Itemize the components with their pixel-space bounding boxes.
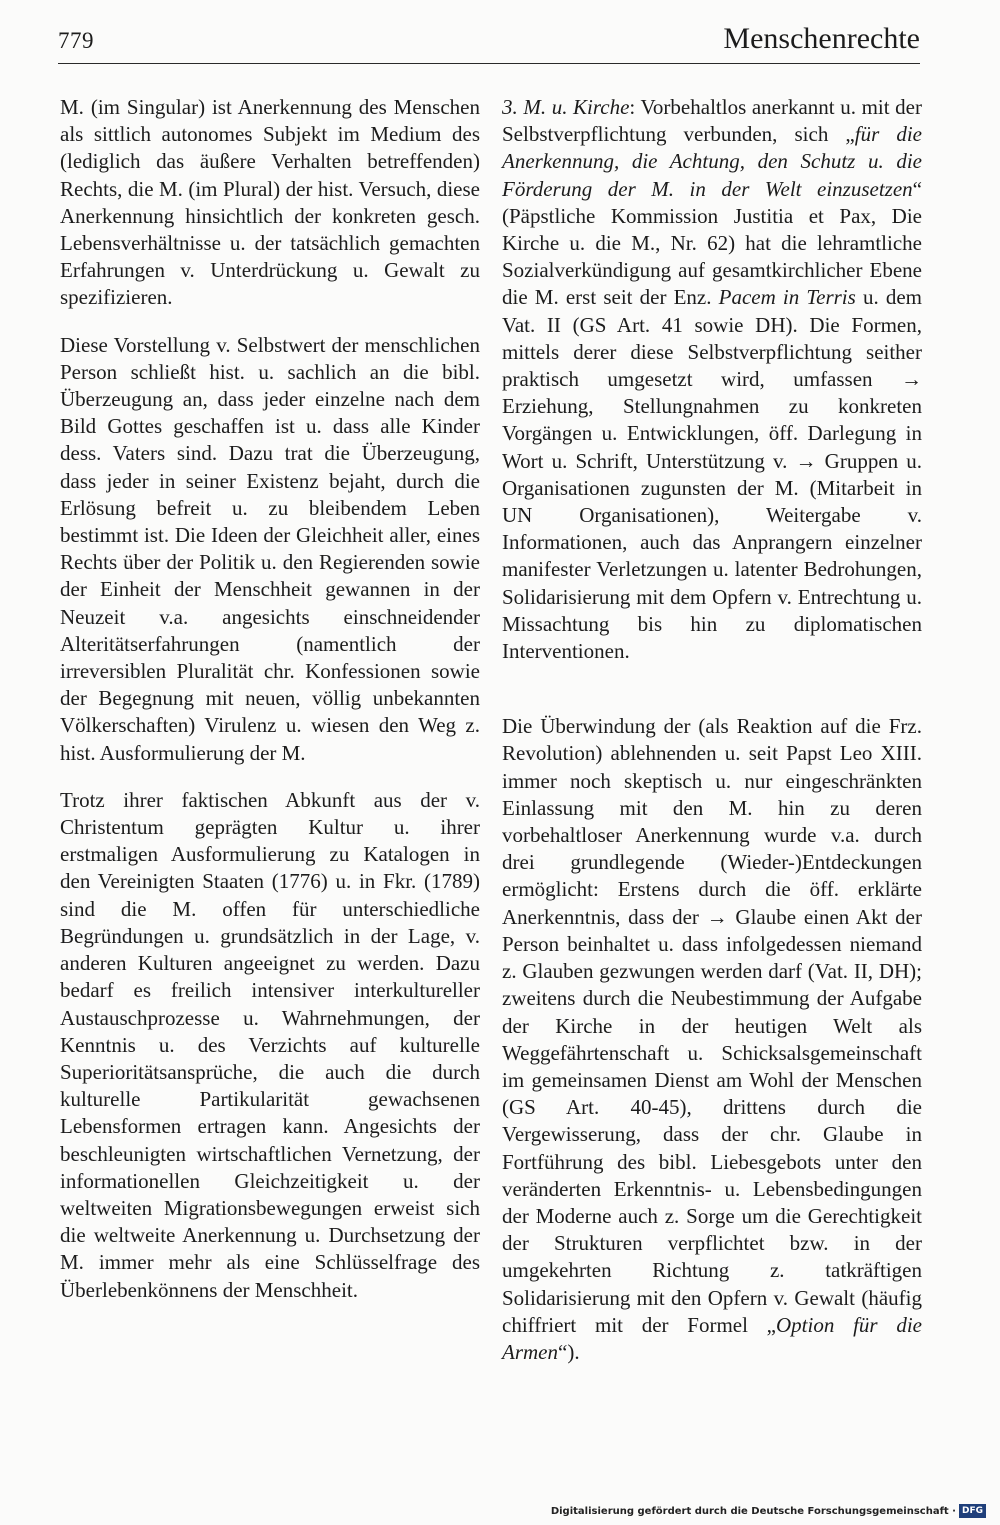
formula-quote: Option für die Armen [502,1312,922,1364]
page-number: 779 [58,28,94,53]
paragraph-church [502,94,922,665]
paragraph-biblical-origins: Diese Vorstellung v. Selbstwert der menschlichen Person schließt hist. u. sachlich an die bibl. Überzeugung an, dass jeder einzelne nach dem Bild Gottes geschaffen ist u. dass alle Kinder dess. Vaters sind. Dazu trat die Überzeugung, dass jeder in seiner Existenz bejaht, durch die Erlösung befreit u. zu bleibendem Leben bestimmt ist. Die Ideen der Gleichheit aller, eines Rechts über der Politik u. den Regierenden sowie der Einheit der Menschheit gewannen in der Neuzeit v.a. angesichts einschneidender Alteritätserfahrungen (namentlich der irreversiblen Pluralität chr. Konfessionen sowie der Begegnung mit neuen, völlig unbekannten Völkerschaften) Virulenz u. wiesen den Weg z. hist. Ausformulierung der M. [60,332,480,765]
dfg-logo-icon: DFG [959,1504,986,1518]
header-rule [58,63,920,64]
paragraph-rediscoveries [502,713,922,1366]
text-run: Die Überwindung der (als Reaktion auf die Frz. Revolution) ablehnenden u. seit Papst Leo XIII. immer noch skeptisch u. nur eingeschränkten Einlassung mit den M. hin zu deren vorbehaltloser Anerkennung wurde v.a. durch drei grundlegende (Wieder-)Entdeckungen ermöglicht: Erstens durch die öff. erklärte Anerkenntnis, dass der → Glaube einen Akt der Person beinhaltet u. dass infolgedessen niemand z. Glauben gezwungen werden darf (Vat. II, DH); zweitens durch die Neubestimmung der Aufgabe der Kirche in der heutigen Welt als Weggefährtenschaft u. Schicksalsgemeinschaft im gemeinsamen Dienst am Wohl der Menschen (GS Art. 40-45), drittens durch die Vergewisserung, dass der chr. Glaube in Fortführung des bibl. Liebesgebots unter den veränderten Erkenntnis- u. Lebensbedingungen der Moderne auch z. Sorge um die Gerechtigkeit der Strukturen verpflichtet bzw. in der umgekehrten Richtung z. tatkräftigen Solidarisierung mit den Opfern v. Gewalt (häufig chiffriert mit der Formel „ [502,714,922,1337]
text-run: : Vorbehaltlos anerkannt u. mit der Selbstverpflichtung verbunden, sich „ [502,95,922,147]
text-run: “). [558,1339,580,1364]
running-title: Menschenrechte [723,22,920,55]
left-column [60,94,480,1304]
section-heading: 3. M. u. Kirche [502,95,630,119]
text-run: u. dem Vat. II (GS Art. 41 sowie DH). Die Formen, mittels derer diese Selbstverpflichtung seither praktisch umgesetzt wird, umfassen → Erziehung, Stellungnahmen zu konkreten Vorgängen u. Entwicklungen, öff. Darlegung in Wort u. Schrift, Unterstützung v. → Gruppen u. Organisationen zugunsten der M. (Mitarbeit in UN Organisationen), Weitergabe v. Informationen, auch das Anprangern einzelner manifester Verletzungen u. latenter Bedrohungen, Solidarisierung mit dem Opfern v. Entrechtung u. Missachtung bis hin zu diplomatischen Interventionen. [502,285,922,664]
text-run: “ (Päpstliche Kommission Justitia et Pax, Die Kirche u. die M., Nr. 62) hat die lehramtliche Sozialverkündigung auf gesamtkirchlicher Ebene die M. erst seit der Enz. [502,176,922,310]
encyclical-title: Pacem in Terris [718,285,856,310]
paragraph-intercultural: Trotz ihrer faktischen Abkunft aus der v. Christentum geprägten Kultur u. ihrer erstmaligen Ausformulierung zu Katalogen in den Vereinigten Staaten (1776) u. in Fkr. (1789) sind die M. offen für unterschiedliche Begründungen u. grundsätzlich in der Lage, v. anderen Kulturen angeeignet zu werden. Dazu bedarf es freilich intensiver interkultureller Austauschprozesse u. Wahrnehmungen, der Kenntnis u. des Verzichts auf kulturelle Superioritätsansprüche, die auch die durch kulturelle Partikularität gewachsenen Lebensformen ertragen kann. Angesichts der beschleunigten wirtschaftlichen Vernetzung, der informationellen Gleichzeitigkeit u. der weltweiten Migrationsbewegungen erweist sich die weltweite Anerkennung u. Durchsetzung der M. immer mehr als eine Schlüsselfrage des Überlebenkönnens der Menschheit. [60,787,480,1302]
right-column [502,94,922,1366]
digitization-footer [551,1503,986,1519]
quotation: für die Anerkennung, die Achtung, den Schutz u. die Förderung der M. in der Welt einzusetzen [502,122,922,201]
footer-text: Digitalisierung gefördert durch die Deutsche Forschungsgemeinschaft · [550,1505,956,1517]
paragraph-definition: M. (im Singular) ist Anerkennung des Menschen als sittlich autonomes Subjekt im Medium des (lediglich das äußere Verhalten betreffenden) Rechts, die M. (im Plural) der hist. Versuch, diese Anerkennung hinsichtlich der konkreten gesch. Lebensverhältnisse u. der tatsächlich gemachten Erfahrungen v. Unterdrückung u. Gewalt zu spezifizieren. [60,95,480,310]
running-header [58,18,920,60]
